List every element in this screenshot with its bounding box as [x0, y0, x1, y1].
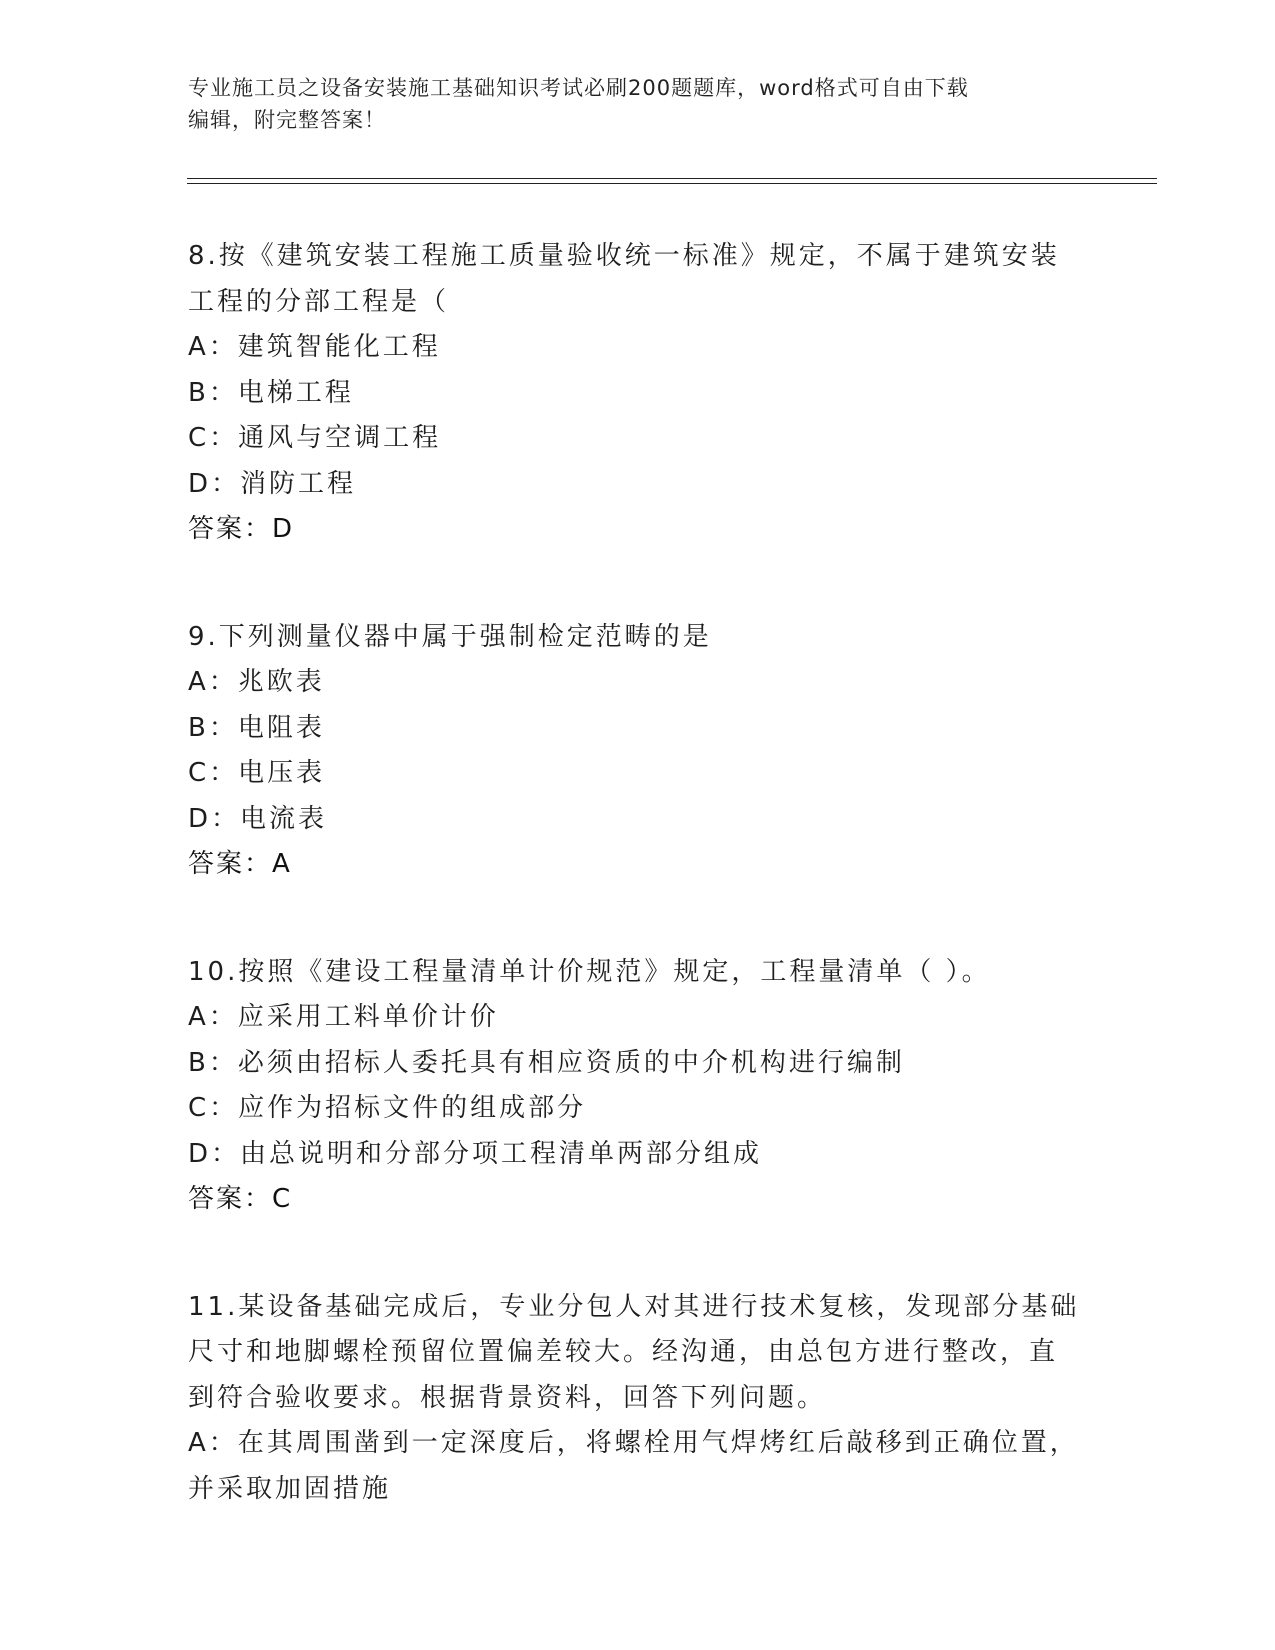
- answer-label: 答案：: [188, 849, 273, 879]
- question-9: [188, 615, 1088, 888]
- question-list: [188, 234, 1088, 1574]
- question-10: [188, 950, 1088, 1223]
- header-divider-top: [187, 178, 1157, 179]
- option-c: C：电压表: [188, 758, 326, 788]
- option-a: A：在其周围凿到一定深度后，将螺栓用气焊烤红后敲移到正确位置，: [188, 1428, 1079, 1458]
- option-d: D：电流表: [188, 803, 328, 834]
- option-a-continued: 并采取加固措施: [188, 1473, 392, 1504]
- option-c: C：应作为招标文件的组成部分: [188, 1093, 587, 1123]
- answer-line: [188, 507, 1088, 553]
- option-b: B：电阻表: [188, 712, 325, 743]
- option-c: C：通风与空调工程: [188, 423, 442, 453]
- question-text: [188, 615, 1088, 661]
- document-header: [188, 72, 1088, 136]
- question-8: [188, 234, 1088, 553]
- question-text: [188, 950, 1088, 996]
- question-line: 11.某设备基础完成后，专业分包人对其进行技术复核，发现部分基础: [188, 1291, 1080, 1322]
- question-line: 到符合验收要求。根据背景资料，回答下列问题。: [188, 1382, 827, 1413]
- question-line: 9.下列测量仪器中属于强制检定范畴的是: [188, 621, 712, 652]
- question-line: 尺寸和地脚螺栓预留位置偏差较大。经沟通，由总包方进行整改，直: [188, 1337, 1059, 1367]
- answer-line: [188, 842, 1088, 888]
- header-line-1: 专业施工员之设备安装施工基础知识考试必刷200题题库，word格式可自由下载: [188, 76, 969, 100]
- header-divider-bottom: [187, 183, 1157, 184]
- answer-label: 答案：: [188, 514, 273, 544]
- question-text: [188, 234, 1088, 325]
- question-line: 工程的分部工程是（: [188, 286, 450, 317]
- option-a: A：兆欧表: [188, 667, 325, 697]
- answer-line: [188, 1177, 1088, 1223]
- header-line-2: 编辑，附完整答案！: [188, 108, 386, 132]
- option-b: B：必须由招标人委托具有相应资质的中介机构进行编制: [188, 1047, 905, 1078]
- answer-value: D: [272, 514, 294, 544]
- option-d: D：消防工程: [188, 468, 357, 499]
- option-b: B：电梯工程: [188, 377, 354, 408]
- question-line: 10.按照《建设工程量清单计价规范》规定，工程量清单（ ）。: [188, 956, 991, 987]
- option-a: A：建筑智能化工程: [188, 332, 441, 362]
- option-d: D：由总说明和分部分项工程清单两部分组成: [188, 1138, 763, 1169]
- answer-value: C: [272, 1184, 292, 1214]
- answer-label: 答案：: [188, 1184, 273, 1214]
- question-11: [188, 1285, 1088, 1513]
- question-line: 8.按《建筑安装工程施工质量验收统一标准》规定，不属于建筑安装: [188, 241, 1060, 271]
- question-text: [188, 1285, 1088, 1422]
- answer-value: A: [272, 849, 291, 879]
- option-a: A：应采用工料单价计价: [188, 1002, 499, 1032]
